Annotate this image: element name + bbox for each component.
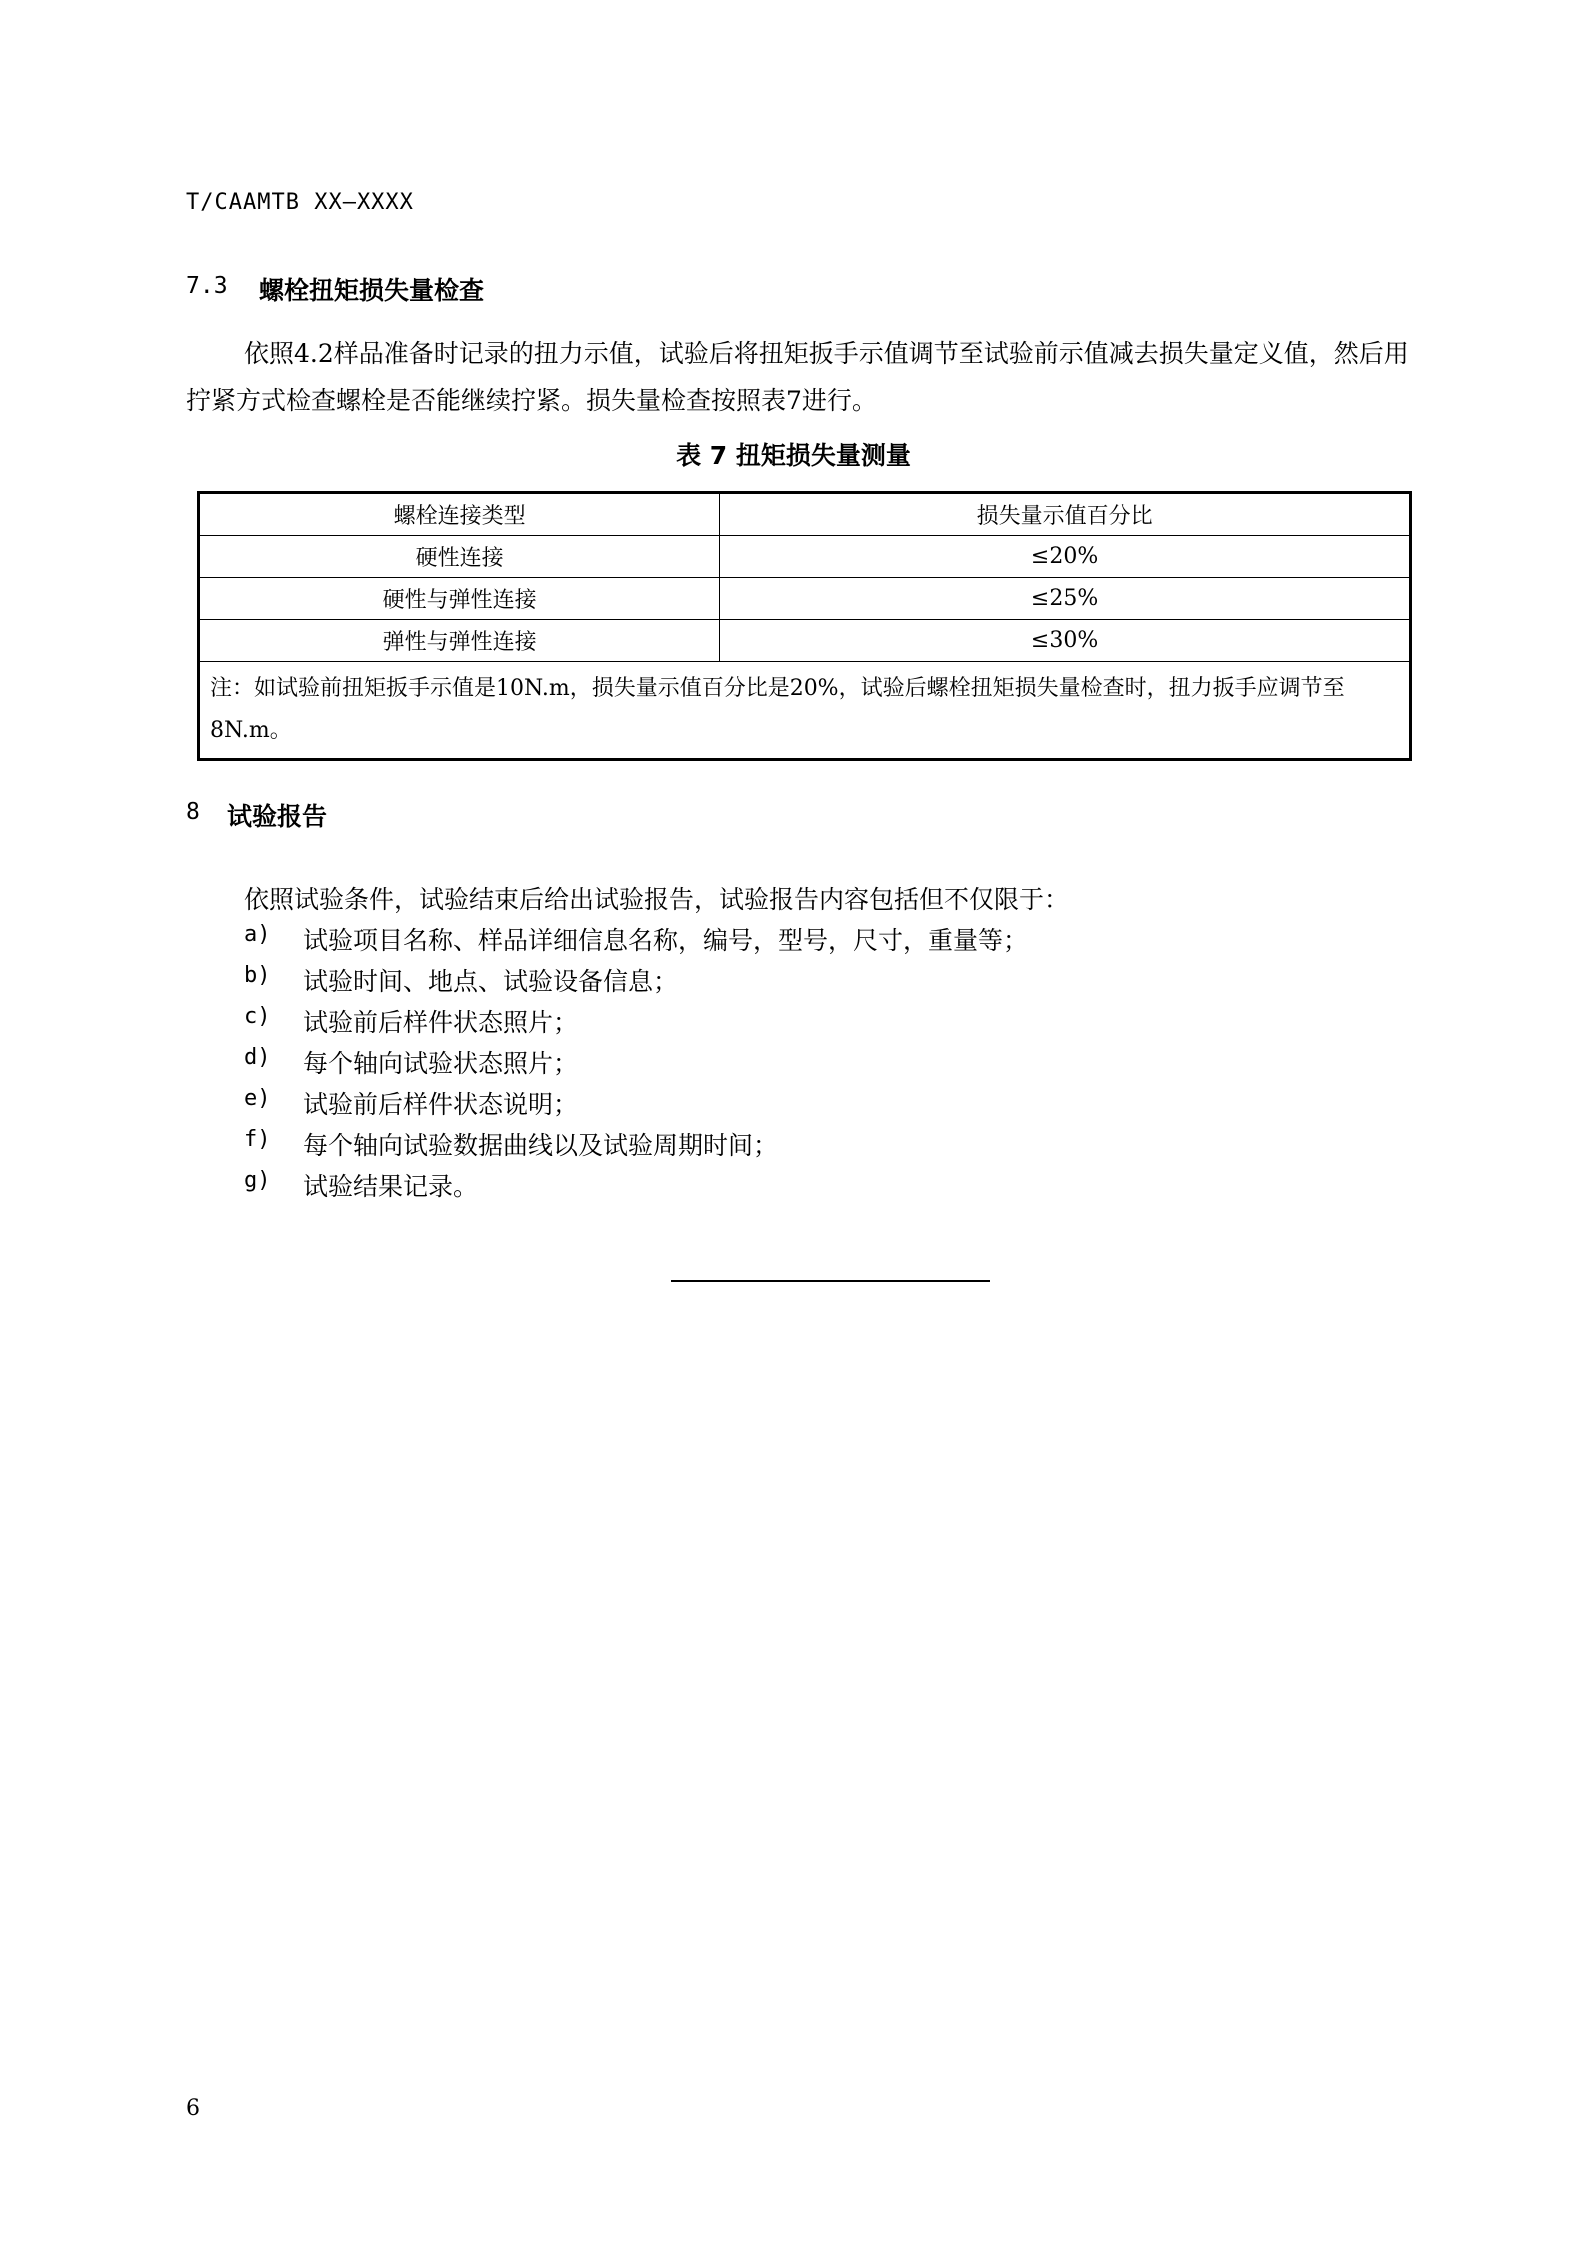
table-header-cell: 螺栓连接类型 xyxy=(199,493,720,536)
list-item-letter: b) xyxy=(244,963,271,988)
list-item-letter: a) xyxy=(244,922,271,947)
table-note-row xyxy=(199,662,1411,760)
list-item: 每个轴向试验状态照片； xyxy=(303,1049,579,1078)
document-code: T/CAAMTB XX—XXXX xyxy=(186,190,414,215)
section-8-lead: 依照试验条件，试验结束后给出试验报告，试验报告内容包括但不仅限于： xyxy=(244,885,1070,914)
table-header-row xyxy=(199,493,1411,536)
list-item: 试验结果记录。 xyxy=(303,1172,479,1201)
table-caption: 表 7 扭矩损失量测量 xyxy=(676,441,911,470)
table-cell: 弹性与弹性连接 xyxy=(199,620,720,662)
page-number: 6 xyxy=(186,2096,200,2121)
table-row xyxy=(199,620,1411,662)
table-cell: 硬性与弹性连接 xyxy=(199,578,720,620)
list-item-letter: f) xyxy=(244,1127,271,1152)
table-cell: ≤20% xyxy=(720,536,1411,578)
torque-loss-table xyxy=(197,491,1412,761)
list-item: 试验项目名称、样品详细信息名称，编号，型号，尺寸，重量等； xyxy=(303,926,1029,955)
list-item-letter: d) xyxy=(244,1045,271,1070)
table-cell: ≤25% xyxy=(720,578,1411,620)
list-item-letter: g) xyxy=(244,1168,271,1193)
section-7-3-paragraph: 依照4.2样品准备时记录的扭力示值，试验后将扭矩扳手示值调节至试验前示值减去损失量定义值，然后用拧紧方式检查螺栓是否能继续拧紧。损失量检查按照表7进行。 xyxy=(186,339,1409,415)
table-row xyxy=(199,578,1411,620)
list-item-letter: c) xyxy=(244,1004,271,1029)
list-item: 每个轴向试验数据曲线以及试验周期时间； xyxy=(303,1131,779,1160)
list-item-letter: e) xyxy=(244,1086,271,1111)
end-of-document-rule xyxy=(671,1280,990,1282)
table-cell: ≤30% xyxy=(720,620,1411,662)
list-item: 试验时间、地点、试验设备信息； xyxy=(303,967,679,996)
table-note: 注：如试验前扭矩扳手示值是10N.m，损失量示值百分比是20%，试验后螺栓扭矩损失量检查时，扭力扳手应调节至8N.m。 xyxy=(199,662,1411,760)
section-7-3-number: 7.3 xyxy=(186,273,228,299)
table-row xyxy=(199,536,1411,578)
list-item: 试验前后样件状态说明； xyxy=(303,1090,579,1119)
section-7-3-title: 螺栓扭矩损失量检查 xyxy=(259,276,485,305)
table-header-cell: 损失量示值百分比 xyxy=(720,493,1411,536)
section-8-title: 试验报告 xyxy=(227,802,328,831)
list-item: 试验前后样件状态照片； xyxy=(303,1008,579,1037)
table-cell: 硬性连接 xyxy=(199,536,720,578)
section-8-number: 8 xyxy=(186,799,200,825)
